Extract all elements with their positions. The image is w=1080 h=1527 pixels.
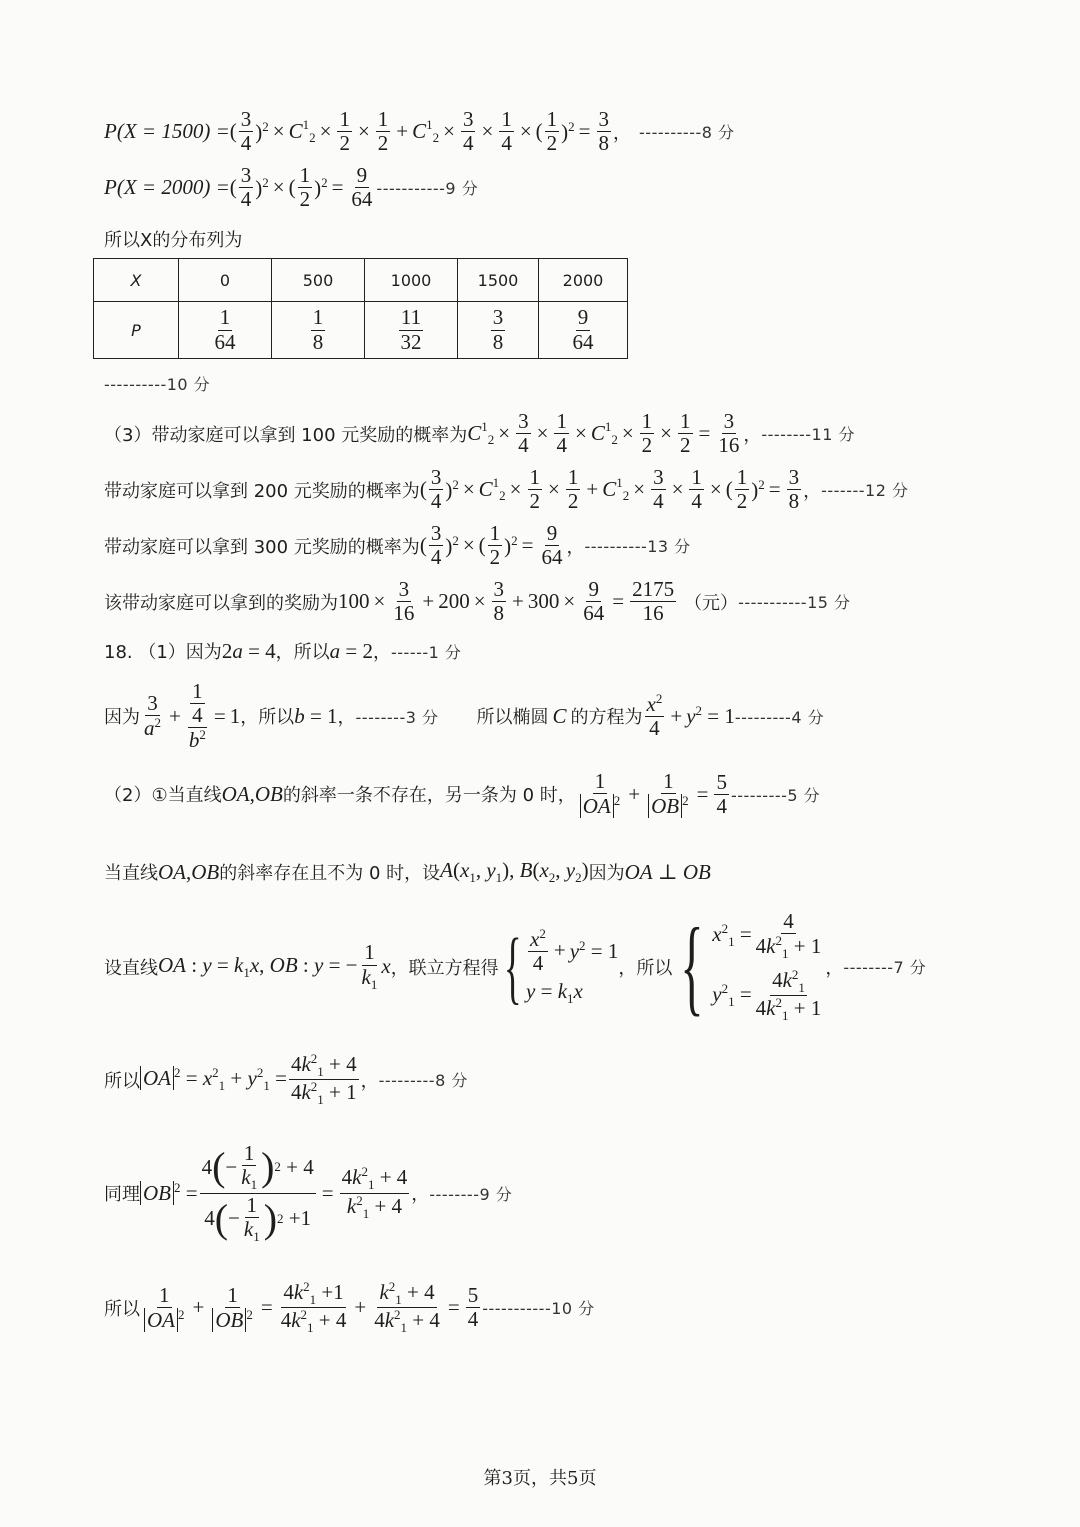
table-cell: $\frac{11}{32}$ bbox=[365, 302, 458, 359]
table-header-cell: X bbox=[94, 259, 179, 302]
text-suoyi: 所以 bbox=[293, 642, 330, 663]
table-header-cell: 2000 bbox=[539, 259, 628, 302]
eq-reward-300: 带动家庭可以拿到 300 元奖励的概率为 ( $\frac{3}{4}$ )$^2$ × ( $\frac{1}{2}$ )$^2$ = $\frac{9}{64}$ ， ----------13 分 bbox=[104, 521, 691, 570]
reward-200-text: 带动家庭可以拿到 200 元奖励的概率为 bbox=[104, 480, 420, 502]
text-suoyi: 所以 bbox=[104, 1298, 140, 1320]
score-mark: --------11 分 bbox=[761, 425, 855, 445]
q18-system: 设直线 OA : $y = k_1x$, OB : y = − $\frac{1}{k_1}$ x ，联立方程得 { $\frac{x^2}{4}$ + $y^2 = 1$ $y = k_1x$ ， 所以 { $x^2_1$ = $\frac{4}{4k^2_1 + 1}$ $y^2_1$ = $\frac{4k^2_1}{4k^2_1 + 1}$ ， --------7 分 bbox=[104, 906, 927, 1026]
lianli-text: ，联立方程得 bbox=[390, 957, 499, 979]
eq-p2000-lhs: P(X = 2000) = bbox=[104, 175, 230, 200]
reward-100-text: （3）带动家庭可以拿到 100 元奖励的概率为 bbox=[104, 424, 468, 446]
reward-total-text: 该带动家庭可以拿到的奖励为 bbox=[104, 592, 338, 614]
slope-exist-text-a: 当直线 bbox=[104, 863, 158, 885]
slope-exist-text-b: 的斜率存在且不为 0 时，设 bbox=[219, 863, 441, 885]
text-suoyi: 所以 bbox=[104, 1070, 140, 1092]
score-mark: ---------5 分 bbox=[730, 785, 821, 805]
table-header-cell: 0 bbox=[179, 259, 272, 302]
score-mark: ---------4 分 bbox=[734, 707, 825, 727]
reward-300-text: 带动家庭可以拿到 300 元奖励的概率为 bbox=[104, 536, 420, 558]
text-ellipse-suffix: 的方程为 bbox=[570, 707, 643, 729]
eq-reward-total: 该带动家庭可以拿到的奖励为 100 × $\frac{3}{16}$ + 200 × $\frac{3}{8}$ + 300 × $\frac{9}{64}$ = $\frac{2175}{16}$ （元） -----------15 分 bbox=[104, 577, 851, 626]
score-mark: -----------10 分 bbox=[482, 1299, 595, 1319]
score-mark: ------1 分 bbox=[391, 642, 462, 662]
mark-10 bbox=[104, 372, 210, 395]
text-because: 因为 bbox=[588, 863, 625, 885]
distribution-table bbox=[93, 258, 628, 359]
table-row bbox=[94, 302, 628, 359]
page-footer: 第3页，共5页 bbox=[483, 1468, 597, 1489]
table-header-cell: 500 bbox=[272, 259, 365, 302]
score-mark: --------7 分 bbox=[843, 958, 927, 978]
eq-p1500: P(X = 1500) = ( $\frac{3}{4}$ )$^2$ × C $^1_2$ × $\frac{1}{2}$ × $\frac{1}{2}$ + C $^1_2$ × $\frac{3}{4}$ × $\frac{1}{4}$ × ( $\frac{1}{2}$ )$^2$ = $\frac{3}{8}$ ， ----------8 分 bbox=[104, 107, 735, 156]
score-mark: ---------8 分 bbox=[378, 1071, 468, 1091]
score-mark: ----------10 分 bbox=[104, 375, 211, 394]
text-suoyi: 所以 bbox=[636, 957, 673, 979]
table-header-row bbox=[94, 259, 628, 302]
eq-p2000: P(X = 2000) = ( $\frac{3}{4}$ )$^2$ × ( $\frac{1}{2}$ )$^2$ = $\frac{9}{64}$ -----------9 分 bbox=[104, 163, 479, 212]
score-mark: --------9 分 bbox=[429, 1184, 513, 1204]
score-mark: --------3 分 bbox=[355, 707, 439, 727]
score-mark: -----------15 分 bbox=[738, 593, 851, 613]
table-header-cell: 1500 bbox=[458, 259, 539, 302]
text-tongli: 同理 bbox=[104, 1184, 140, 1206]
q18-part1-text: 18. （1）因为 bbox=[104, 642, 222, 663]
q18-part2-case1: （2）①当直线 OA , OB 的斜率一条不存在，另一条为 0 时， $\frac{1}{OA ^2}$ + $\frac{1}{OB ^2}$ = $\frac{5}{4}$ ---------5 分 bbox=[104, 769, 821, 819]
table-header-cell: 1000 bbox=[365, 259, 458, 302]
q18-slope-exist: 当直线 OA , OB 的斜率存在且不为 0 时，设 $A(x_1$, $y_1$), $B(x_2$, $y_2$) 因为 OA ⊥ OB bbox=[104, 858, 711, 886]
dist-intro-text: 所以X的分布列为 bbox=[104, 230, 243, 251]
q18-ob-squared: 同理 OB $^2$ = 4 ( − $\frac{1}{k_1}$ ) 2 + 4 4 ( − $\frac{1}{k_1}$ ) 2 +1 = $\frac{4k^2_1 + 4}{k^2_1 + 4}$ ， --------9 分 bbox=[104, 1141, 513, 1244]
q18-ellipse: 因为 $\frac{3}{a^2}$ + $\frac{\frac{1}{4}}{b^2}$ = 1 ， 所以 b = 1 ， --------3 分 所以椭圆 C 的方程为 $\frac{x^2}{4}$ + $y^2 = 1$ ---------4 分 bbox=[104, 679, 825, 753]
q18-final: 所以 $\frac{1}{OA ^2}$ + $\frac{1}{OB ^2}$ = $\frac{4k^2_1 +1}{4k^2_1 + 4}$ + $\frac{k^2_1 + 4}{4k^2_1 + 4}$ = $\frac{5}{4}$ -----------10 分 bbox=[104, 1279, 595, 1336]
table-cell: $\frac{3}{8}$ bbox=[458, 302, 539, 359]
text-ellipse-prefix: 所以椭圆 bbox=[476, 707, 549, 729]
table-row-label: P bbox=[94, 302, 179, 359]
unit-yuan: （元） bbox=[684, 592, 739, 614]
eq-reward-200: 带动家庭可以拿到 200 元奖励的概率为 ( $\frac{3}{4}$ )$^2$ × C $^1_2$ × $\frac{1}{2}$ × $\frac{1}{2}$ + C $^1_2$ × $\frac{3}{4}$ × $\frac{1}{4}$ × ( $\frac{1}{2}$ )$^2$ = $\frac{3}{8}$ ， -------12 分 bbox=[104, 465, 909, 514]
dist-intro bbox=[104, 226, 242, 252]
table-cell: $\frac{1}{8}$ bbox=[272, 302, 365, 359]
score-mark: -------12 分 bbox=[821, 481, 909, 501]
eq-reward-100: （3）带动家庭可以拿到 100 元奖励的概率为 C $^1_2$ × $\frac{3}{4}$ × $\frac{1}{4}$ × C $^1_2$ × $\frac{1}{2}$ × $\frac{1}{2}$ = $\frac{3}{16}$ ， --------11 分 bbox=[104, 409, 855, 458]
q18-part2-text: （2）①当直线 bbox=[104, 785, 222, 807]
score-mark: ----------8 分 bbox=[639, 123, 735, 143]
table-cell: $\frac{9}{64}$ bbox=[539, 302, 628, 359]
eq-p1500-lhs: P(X = 1500) = bbox=[104, 119, 230, 144]
score-mark: ----------13 分 bbox=[584, 537, 691, 557]
table-cell: $\frac{1}{64}$ bbox=[179, 302, 272, 359]
score-mark: -----------9 分 bbox=[376, 179, 479, 199]
q18-part1: 18. （1）因为 2a = 4 ， 所以 a = 2 ， ------1 分 bbox=[104, 638, 462, 663]
set-line-text: 设直线 bbox=[104, 957, 158, 979]
slope-none-text: 的斜率一条不存在，另一条为 0 时， bbox=[282, 785, 576, 807]
q18-oa-squared: 所以 OA $^2 = x^2_1 + y^2_1$ = $\frac{4k^2_1 + 4}{4k^2_1 + 1}$ ， ---------8 分 bbox=[104, 1051, 468, 1108]
text-yinwei: 因为 bbox=[104, 707, 140, 729]
text-suoyi: 所以 bbox=[258, 707, 295, 729]
